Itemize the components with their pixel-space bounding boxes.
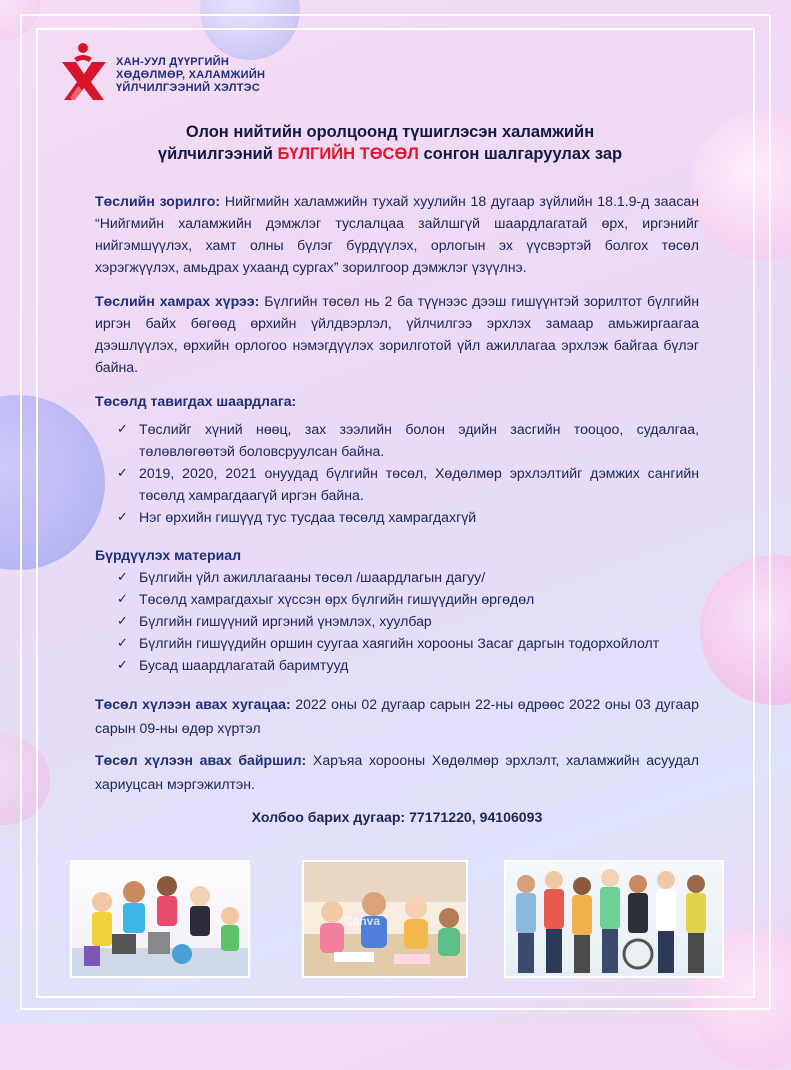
location-paragraph <box>95 748 699 796</box>
material-item: ✓ Бүлгийн гишүүдийн оршин суугаа хаягийн хорооны Засаг даргын тодорхойлолт <box>95 632 699 654</box>
requirements-list <box>95 418 699 528</box>
organization-logo-icon <box>56 40 112 104</box>
requirements-heading: Төсөлд тавигдах шаардлага: <box>95 393 297 409</box>
title-line-1: Олон нийтийн оролцоонд түшиглэсэн халамжийн <box>185 123 595 141</box>
requirement-item: ✓ Төслийг хүний нөөц, зах зээлийн болон эдийн засгийн тооцоо, судалгаа, төлөвлөгөөтэй боловсруулсан байна. <box>95 418 699 462</box>
org-line-1: ХАН-УУЛ ДҮҮРГИЙН <box>116 56 230 68</box>
material-item: ✓ Бүлгийн үйл ажиллагааны төсөл /шаардлагын дагуу/ <box>95 566 699 588</box>
deadline-paragraph <box>95 692 699 740</box>
org-line-2: ХӨДӨЛМӨР, ХАЛАМЖИЙН <box>116 69 266 81</box>
page-title <box>110 121 670 165</box>
scope-text: Бүлгийн төсөл нь 2 ба түүнээс дээш гишүүнтэй зорилтот бүлгийн иргэн байх бөгөөд өрхийн үйлдвэрлэл, үйлчилгээ эрхлэх замаар амьжиргаагаа дээшлүүлэх, өрхийн орлогоо нэмэгдүүлэх зорилготой үйл ажиллагаа эрхлэж байгаа бүлэг байна. <box>95 293 700 375</box>
title-line-2: үйлчилгээний БҮЛГИЙН ТӨСӨЛ сонгон шалгаруулах зар <box>157 145 623 163</box>
deadline-text: 2022 оны 02 дугаар сарын 22-ны өдрөөс 2022 оны 03 дугаар сарын 09-ны өдөр хүртэл <box>95 696 699 736</box>
material-item: ✓ Бүлгийн гишүүний иргэний үнэмлэх, хуулбар <box>95 610 699 632</box>
material-item: ✓ Бусад шаардлагатай баримтууд <box>95 654 699 676</box>
children-illustration <box>70 860 250 978</box>
contact-label: Холбоо барих дугаар: <box>251 809 406 825</box>
location-label: Төсөл хүлээн авах байршил: <box>95 752 307 768</box>
requirement-item: ✓ Нэг өрхийн гишүүд тус тусдаа төсөлд хамрагдахгүй <box>95 506 699 528</box>
deadline-label: Төсөл хүлээн авах хугацаа: <box>95 696 291 712</box>
materials-list <box>95 566 699 676</box>
crafting-illustration <box>302 860 468 978</box>
watermark-text: Canva <box>344 914 381 928</box>
scope-label: Төслийн хамрах хүрээ: <box>95 293 260 309</box>
requirement-item: ✓ 2019, 2020, 2021 онуудад бүлгийн төсөл, Хөдөлмөр эрхлэлтийг дэмжих сангийн төсөлд хамрагдаагүй иргэн байна. <box>95 462 699 506</box>
scope-paragraph <box>95 290 699 378</box>
goal-label: Төслийн зорилго: <box>95 193 221 209</box>
announcement-body <box>95 190 699 828</box>
material-item: ✓ Төсөлд хамрагдахыг хүссэн өрх бүлгийн гишүүдийн өргөдөл <box>95 588 699 610</box>
diverse-people-illustration <box>504 860 724 978</box>
organization-name <box>116 56 265 95</box>
title-highlight: БҮЛГИЙН ТӨСӨЛ <box>277 145 419 163</box>
goal-text: Нийгмийн халамжийн тухай хуулийн 18 дугаар зүйлийн 18.1.9-д заасан “Нийгмийн халамжийн дэмжлэг туслалцаа зайлшгүй шаардлагатай өрх, иргэнийг нийгэмшүүлэх, хамт олны бүлэг бүрдүүлэх, орлогын эх үүсвэртэй болгох төсөл хэрэгжүүлэх, амьдрах ухаанд сургах” зорилгоор дэмжлэг үзүүлнэ. <box>95 193 699 275</box>
goal-paragraph <box>95 190 699 278</box>
materials-heading: Бүрдүүлэх материал <box>95 547 242 563</box>
org-line-3: ҮЙЛЧИЛГЭЭНИЙ ХЭЛТЭС <box>116 82 261 94</box>
location-text: Харъяа хорооны Хөдөлмөр эрхлэлт, халамжийн асуудал хариуцсан мэргэжилтэн. <box>95 752 699 792</box>
contact-numbers: 77171220, 94106093 <box>409 809 543 825</box>
contact-line <box>95 806 699 828</box>
